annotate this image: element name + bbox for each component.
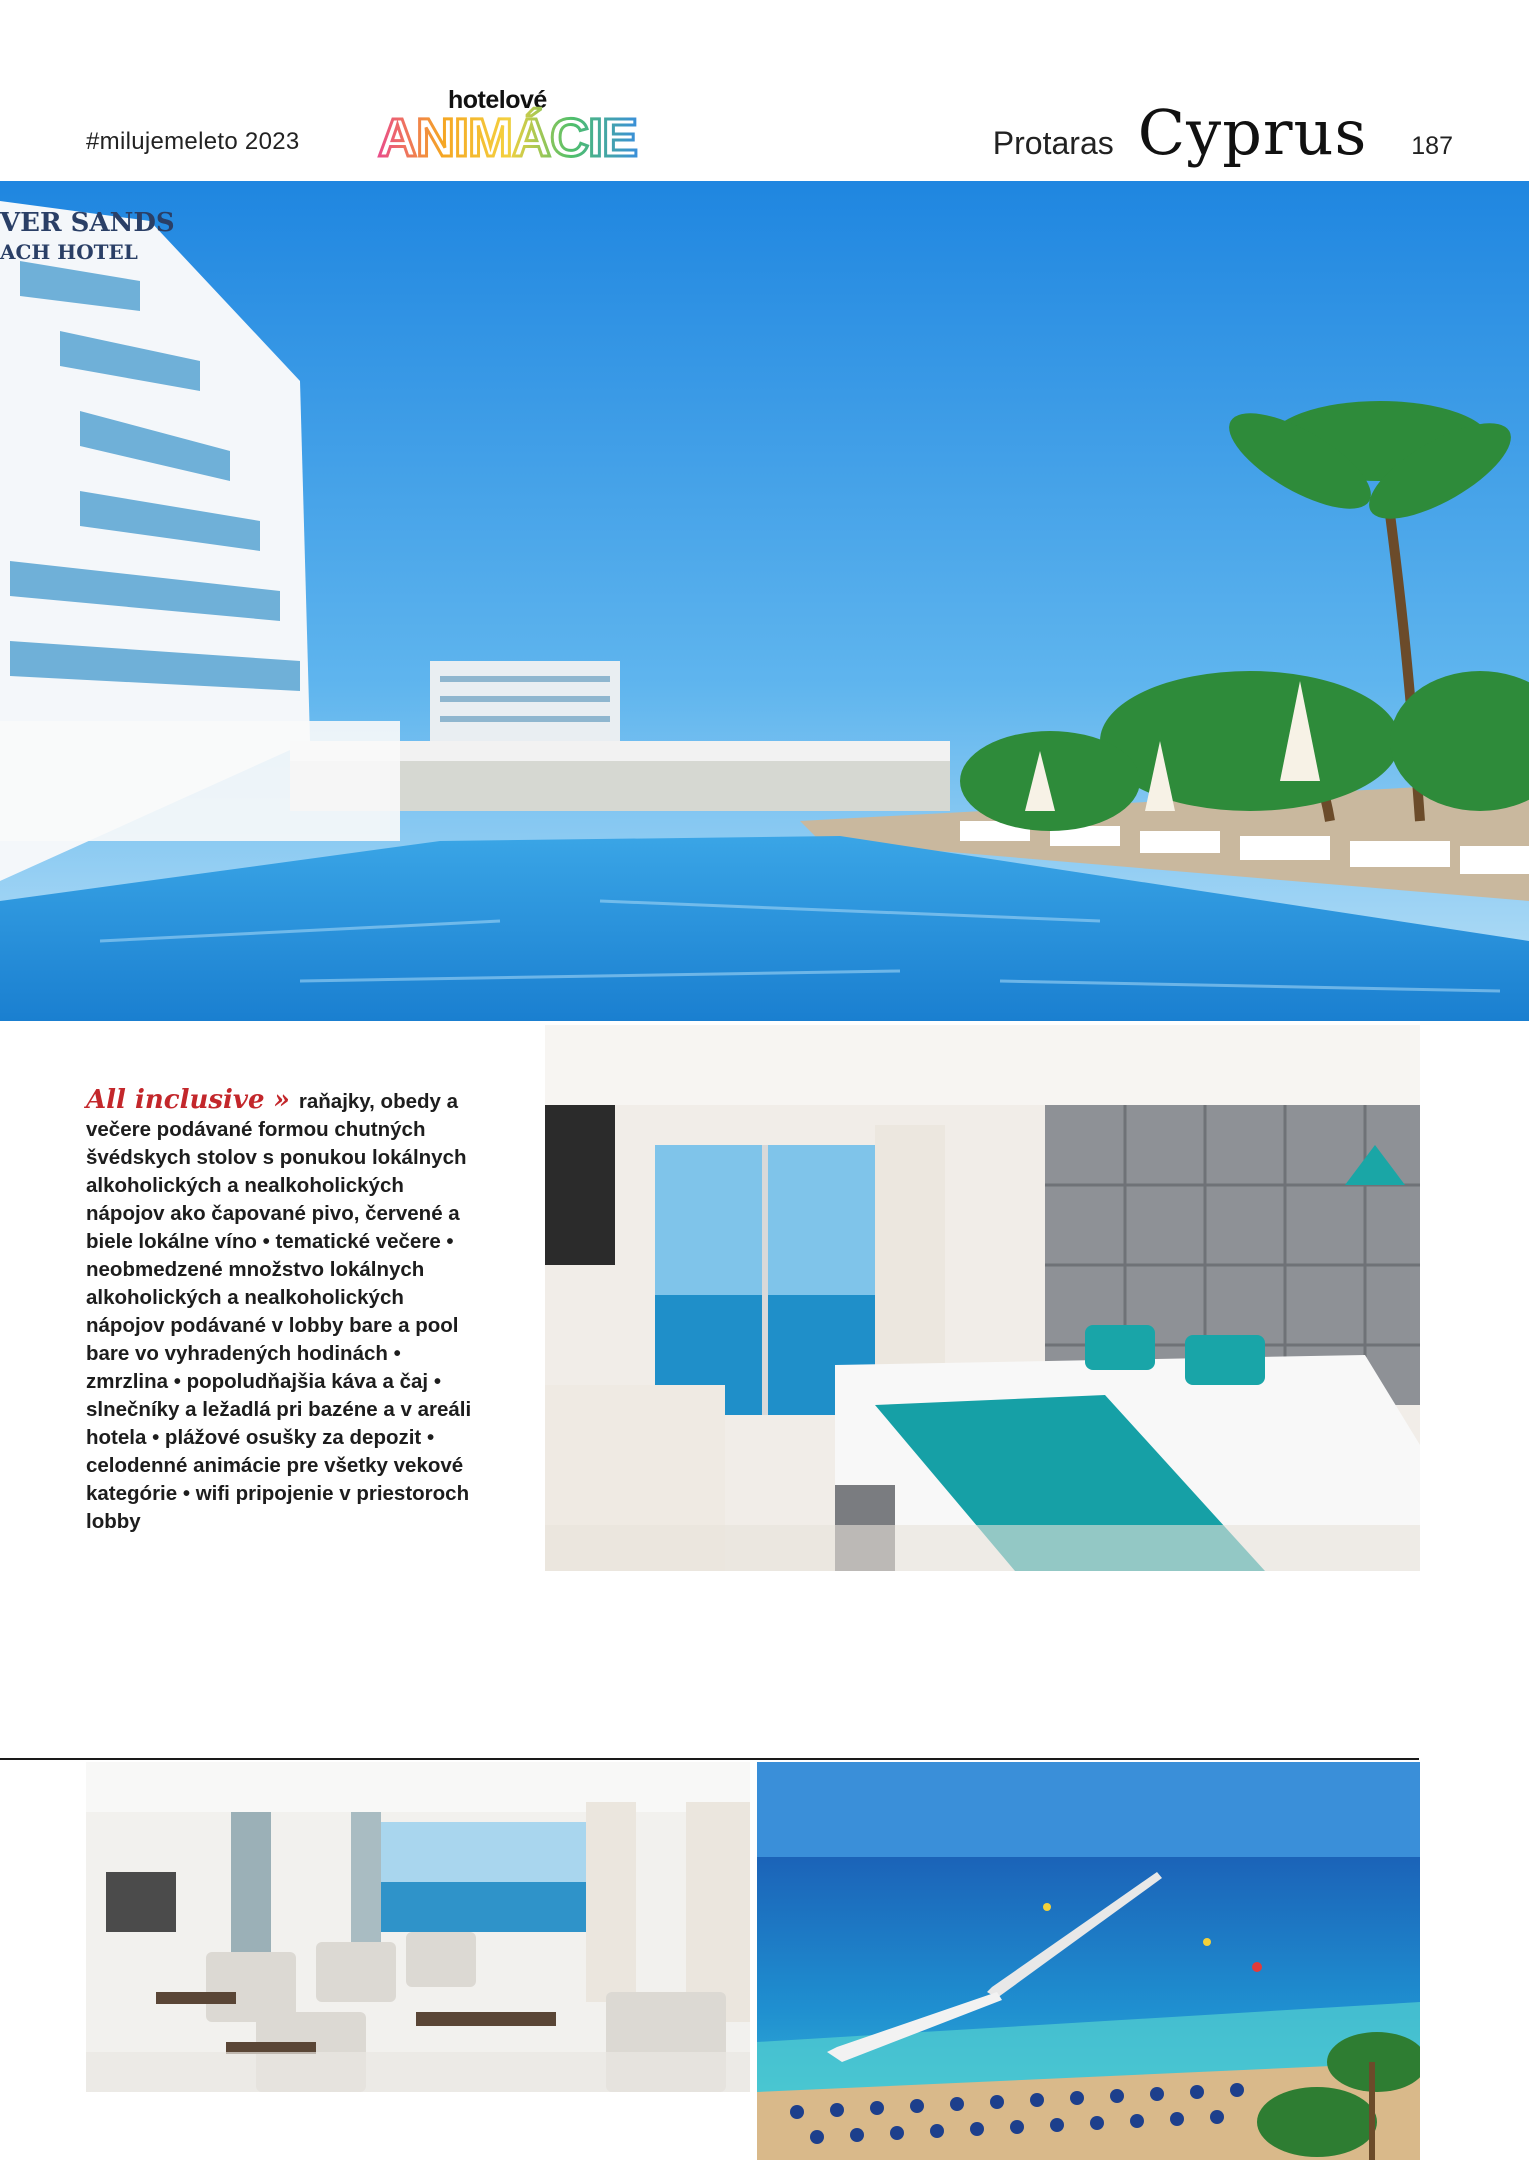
logo-animacie-graphic xyxy=(376,104,638,166)
city-name: Protaras xyxy=(992,125,1114,161)
lobby-photo xyxy=(86,1762,750,2092)
description-lead: All inclusive » xyxy=(86,1085,299,1115)
description-body: raňajky, obedy a večere podávané formou chutných švédskych stolov s ponukou lokálnych alkoholických a nealkoholických nápojov ako čapované pivo, červené a biele lokálne víno • tematické večere • neobmedzené množstvo lokálnych alkoholických a nealkoholických nápojov podávané v lobby bare a pool bare vo vyhradených hodinách • zmrzlina • popoludňajšia káva a čaj • slnečníky a ležadlá pri bazéne a v areáli hotela • plážové osušky za depozit • celodenné animácie pre všetky vekové kategórie • wifi pripojenie v priestoroch lobby xyxy=(86,1090,472,1533)
all-inclusive-description xyxy=(86,1086,481,1536)
country-name: Cyprus xyxy=(1137,96,1368,169)
section-divider xyxy=(0,1758,1419,1760)
hero-sign-line2: ACH HOTEL xyxy=(0,240,138,264)
location-heading xyxy=(993,96,1453,169)
hero-sign-line1: VER SANDS xyxy=(0,208,175,238)
beach-aerial-photo xyxy=(757,1762,1420,2160)
bedroom-photo xyxy=(545,1025,1420,1571)
magazine-logo xyxy=(376,86,638,166)
logo-big-text: ANIMÁCIE xyxy=(378,108,637,166)
hashtag-text: #milujemeleto 2023 xyxy=(86,128,300,155)
logo-small-text: hotelové xyxy=(448,86,547,114)
hero-photo-hotel-pool xyxy=(0,181,1529,1021)
page-number: 187 xyxy=(1411,132,1453,160)
